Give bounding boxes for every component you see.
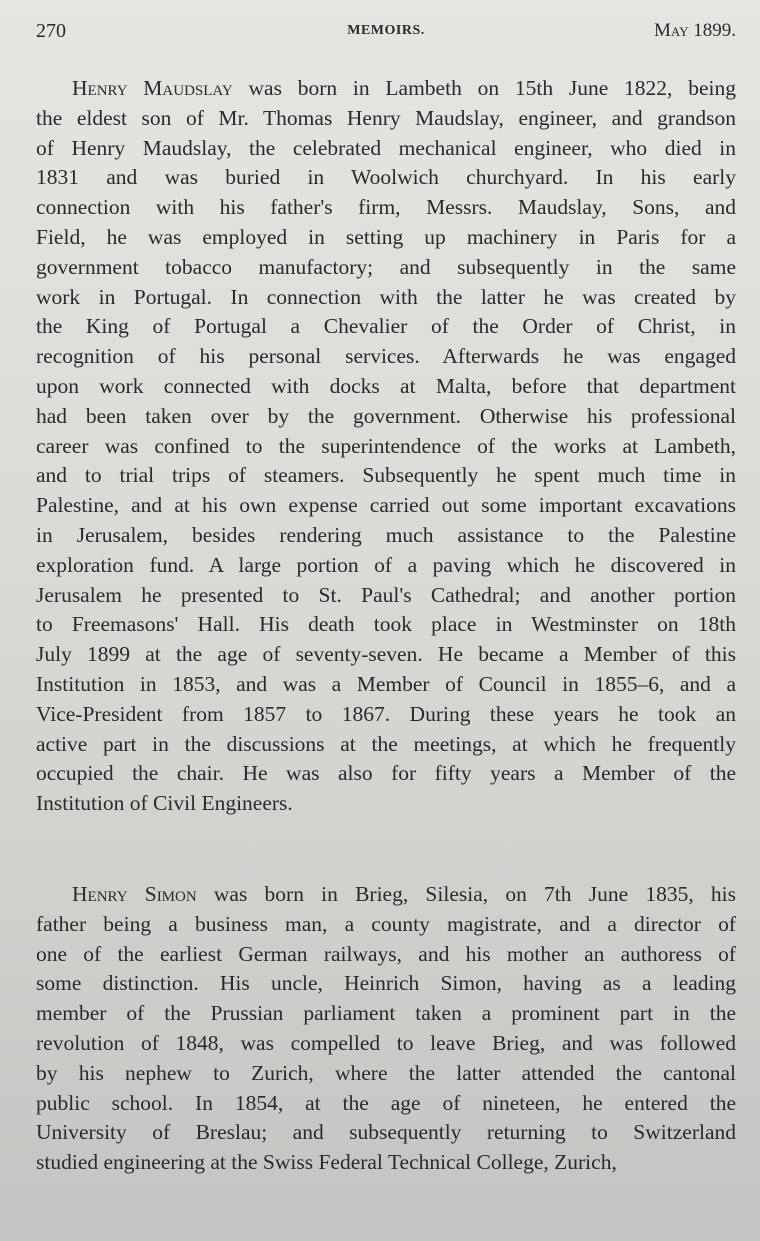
section-title: MEMOIRS. [347, 23, 425, 38]
text-line [36, 342, 736, 372]
text-line [36, 1029, 736, 1059]
text-line [36, 910, 736, 940]
line-text: studied engineering at the Swiss Federal Technical College, Zurich, [36, 1150, 617, 1175]
text-line [36, 402, 736, 432]
text-line [36, 670, 736, 700]
text-line [36, 581, 736, 611]
memoir-henry-maudslay [36, 74, 736, 819]
line-text: Vice-President from 1857 to 1867. During these years he took an [36, 701, 736, 726]
line-text: to Freemasons' Hall. His death took place in Westminster on 18th [36, 612, 736, 637]
line-text: July 1899 at the age of seventy-seven. He became a Member of this [36, 642, 736, 667]
line-text: was born in Lambeth on 15th June 1822, being [232, 76, 736, 100]
line-text: career was confined to the superintendence of the works at Lambeth, [36, 433, 736, 458]
line-text: the King of Portugal a Chevalier of the Order of Christ, in [36, 314, 736, 339]
line-text: upon work connected with docks at Malta, before that department [36, 373, 736, 398]
line-text: work in Portugal. In connection with the latter he was created by [36, 284, 736, 309]
line-text: revolution of 1848, was compelled to leave Brieg, and was followed [36, 1030, 736, 1055]
text-line [36, 789, 736, 819]
text-line [36, 104, 736, 134]
text-line [36, 700, 736, 730]
text-line [36, 253, 736, 283]
text-line [36, 759, 736, 789]
text-line [36, 940, 736, 970]
page-number: 270 [36, 20, 66, 42]
line-text: government tobacco manufactory; and subsequently in the same [36, 254, 736, 279]
text-line [36, 193, 736, 223]
line-text: Jerusalem he presented to St. Paul's Cathedral; and another portion [36, 582, 736, 607]
text-line [36, 880, 736, 910]
line-text: was born in Brieg, Silesia, on 7th June 1835, his [196, 882, 736, 906]
text-line [36, 610, 736, 640]
text-line [36, 163, 736, 193]
line-text: connection with his father's firm, Messrs. Maudslay, Sons, and [36, 195, 736, 220]
line-text: member of the Prussian parliament taken a prominent part in the [36, 1001, 736, 1026]
text-line [36, 1059, 736, 1089]
line-text: Palestine, and at his own expense carried out some important excavations [36, 493, 736, 518]
text-line [36, 640, 736, 670]
line-text: 1831 and was buried in Woolwich churchyard. In his early [36, 165, 736, 190]
running-head [36, 20, 736, 46]
memoir-subject-name: Henry Simon [72, 882, 197, 906]
line-text: the eldest son of Mr. Thomas Henry Maudslay, engineer, and grandson [36, 105, 736, 130]
text-line [36, 432, 736, 462]
text-line [36, 521, 736, 551]
memoir-subject-name: Henry Maudslay [72, 76, 233, 100]
line-text: University of Breslau; and subsequently returning to Switzerland [36, 1120, 736, 1145]
text-line [36, 969, 736, 999]
text-line [36, 372, 736, 402]
line-text: Field, he was employed in setting up machinery in Paris for a [36, 224, 736, 249]
line-text: one of the earliest German railways, and his mother an authoress of [36, 941, 736, 966]
text-line [36, 74, 736, 104]
line-text: Institution in 1853, and was a Member of Council in 1855–6, and a [36, 671, 736, 696]
memoir-henry-simon [36, 880, 736, 1178]
text-line [36, 312, 736, 342]
text-line [36, 283, 736, 313]
text-line [36, 223, 736, 253]
text-line [36, 551, 736, 581]
text-line [36, 491, 736, 521]
text-line [36, 1089, 736, 1119]
line-text: some distinction. His uncle, Heinrich Simon, having as a leading [36, 971, 736, 996]
line-text: active part in the discussions at the meetings, at which he frequently [36, 731, 736, 756]
line-text: in Jerusalem, besides rendering much assistance to the Palestine [36, 522, 736, 547]
line-text: exploration fund. A large portion of a paving which he discovered in [36, 552, 736, 577]
line-text: recognition of his personal services. Afterwards he was engaged [36, 344, 736, 369]
text-line [36, 1148, 736, 1178]
text-line [36, 730, 736, 760]
text-line [36, 1118, 736, 1148]
line-text: public school. In 1854, at the age of nineteen, he entered the [36, 1090, 736, 1115]
text-line [36, 999, 736, 1029]
text-line [36, 461, 736, 491]
issue-date: May 1899. [654, 20, 736, 41]
line-text: father being a business man, a county magistrate, and a director of [36, 911, 736, 936]
line-text: Institution of Civil Engineers. [36, 791, 293, 816]
text-line [36, 134, 736, 164]
line-text: by his nephew to Zurich, where the latter attended the cantonal [36, 1060, 736, 1085]
line-text: had been taken over by the government. Otherwise his professional [36, 403, 736, 428]
line-text: of Henry Maudslay, the celebrated mechanical engineer, who died in [36, 135, 736, 160]
line-text: occupied the chair. He was also for fifty years a Member of the [36, 761, 736, 786]
line-text: and to trial trips of steamers. Subsequently he spent much time in [36, 463, 736, 488]
